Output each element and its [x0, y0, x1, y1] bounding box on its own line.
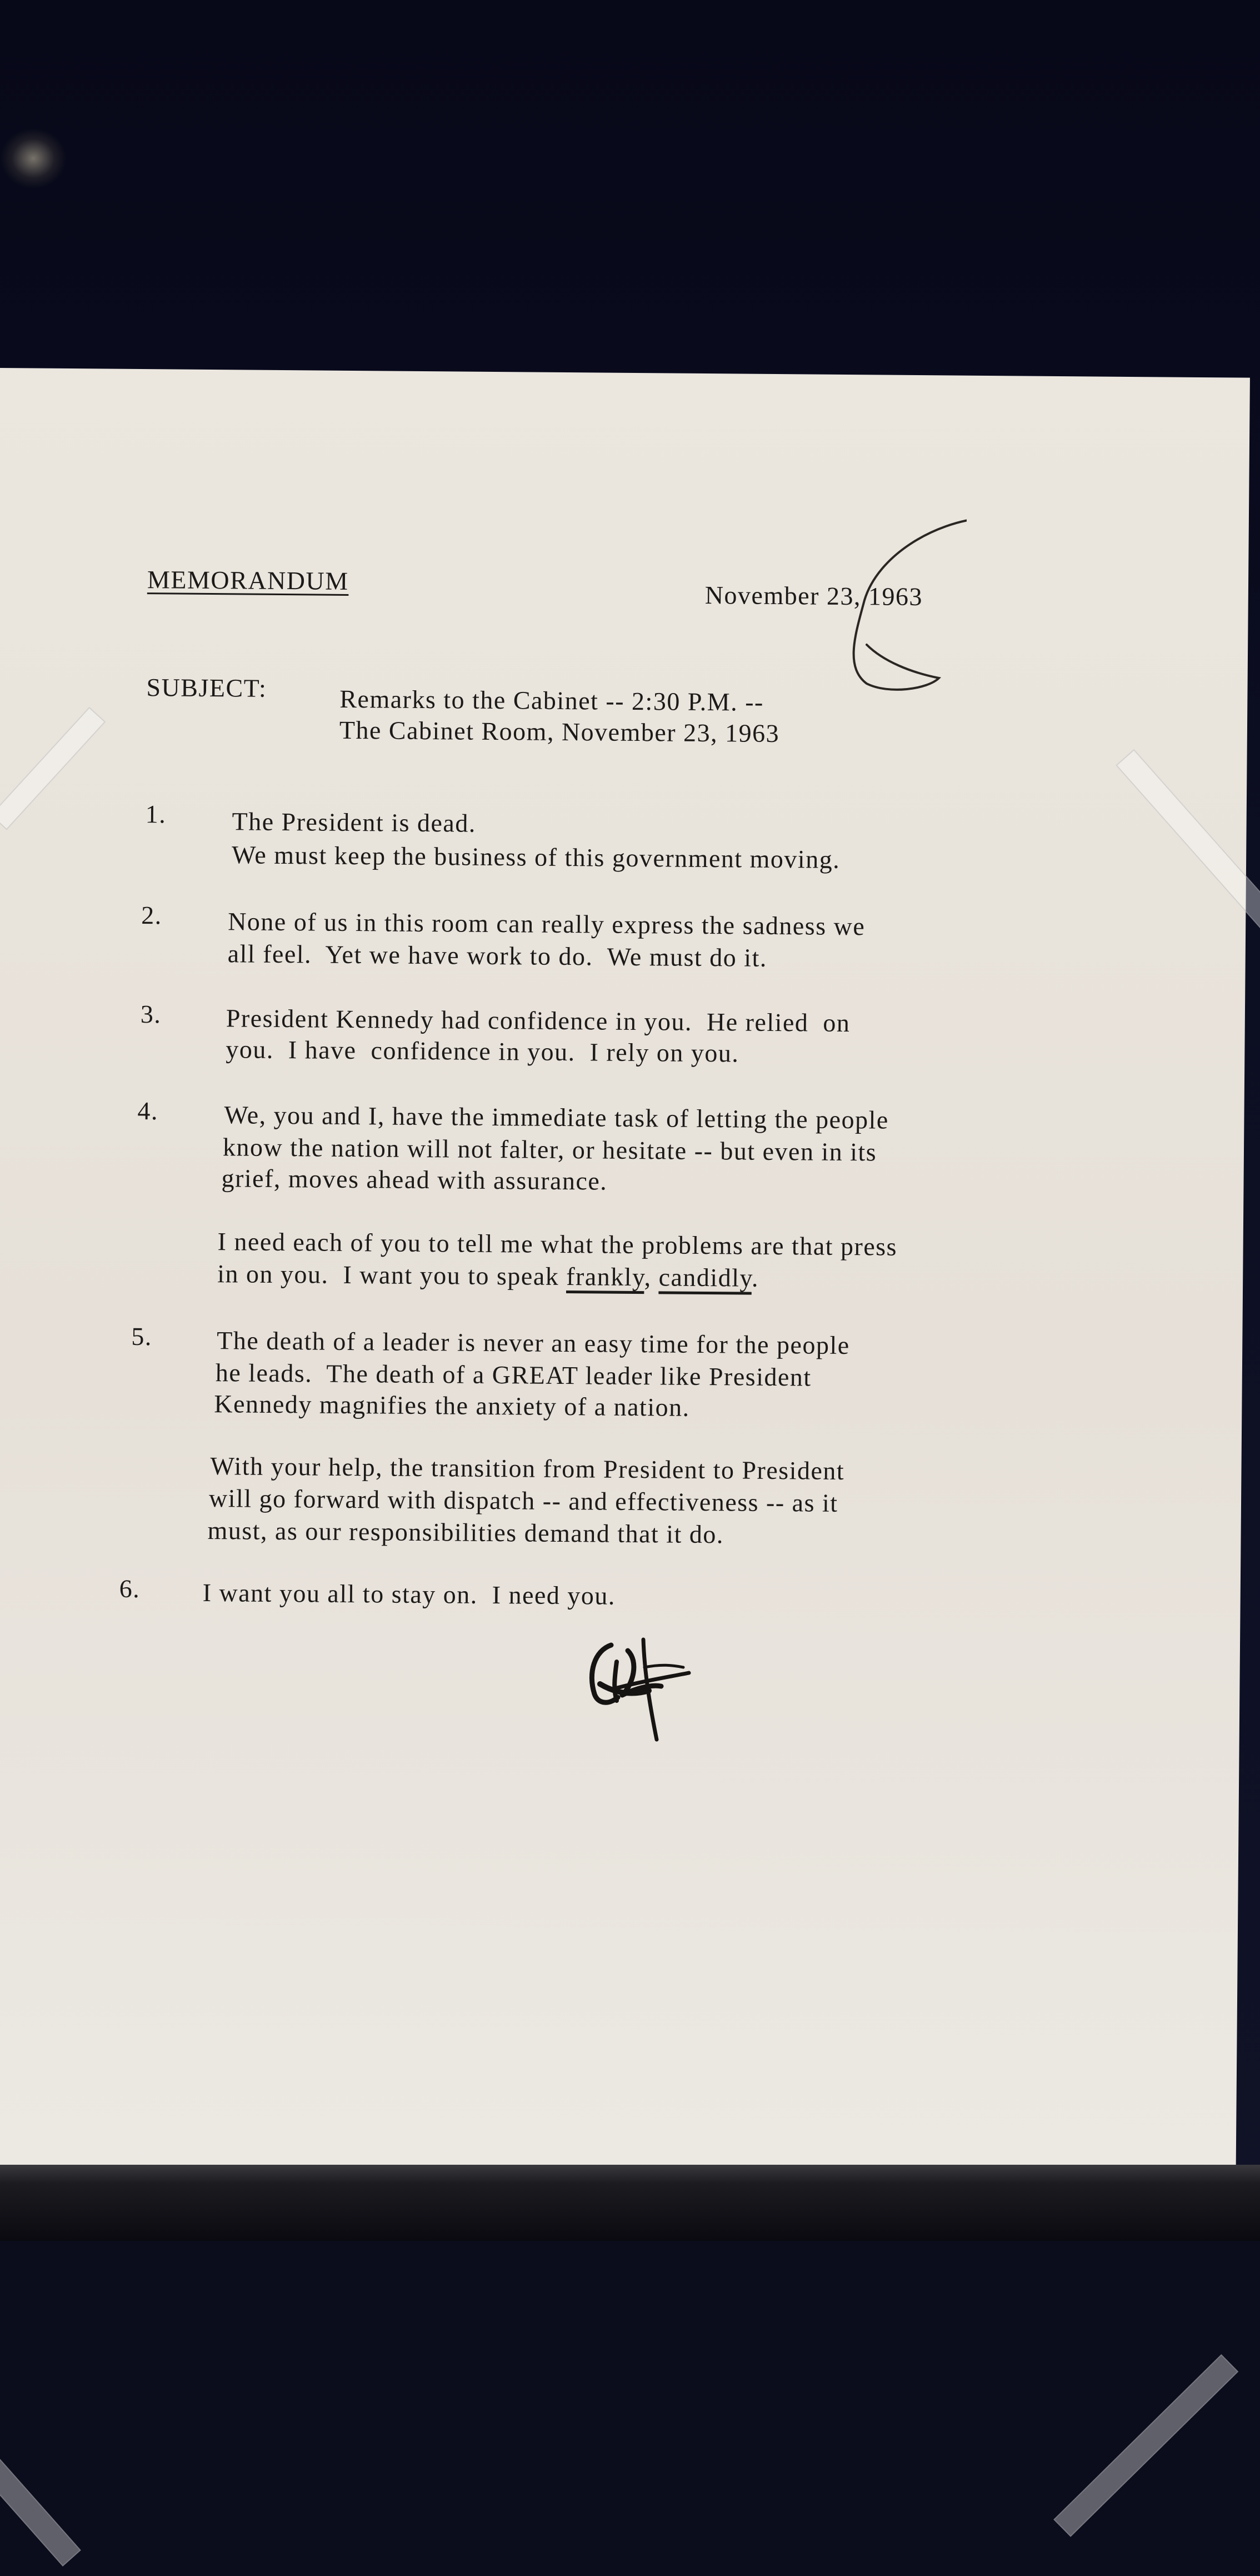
item-4-line-2: know the nation will not falter, or hesitate -- but even in its — [222, 1133, 877, 1167]
item-number-1: 1. — [145, 800, 167, 829]
initials-signature — [578, 1628, 711, 1745]
item-6-line-1: I want you all to stay on. I need you. — [202, 1578, 616, 1610]
subject-label: SUBJECT: — [146, 673, 267, 702]
frame-bottom-edge — [0, 2165, 1260, 2241]
memo-paper — [0, 368, 1250, 2190]
subject-line-1: Remarks to the Cabinet -- 2:30 P.M. -- — [339, 684, 764, 716]
item-number-4: 4. — [137, 1096, 159, 1125]
item-4b-end-period: . — [751, 1263, 759, 1292]
photo-corner-bottom-left — [0, 2440, 81, 2567]
underlined-frankly: frankly — [566, 1262, 644, 1292]
item-1-line-1: The President is dead. — [232, 807, 477, 838]
item-5-line-1: The death of a leader is never an easy time for the people — [217, 1326, 850, 1360]
item-3-line-2: you. I have confidence in you. I rely on you. — [226, 1035, 739, 1068]
item-5b-line-1: With your help, the transition from President to President — [210, 1452, 845, 1485]
item-number-6: 6. — [119, 1574, 141, 1603]
item-2-line-2: all feel. Yet we have work to do. We must do it. — [227, 939, 768, 972]
handwritten-loop-mark — [844, 511, 967, 711]
item-3-line-1: President Kennedy had confidence in you. He relied on — [226, 1004, 851, 1038]
item-2-line-1: None of us in this room can really express the sadness we — [227, 907, 866, 941]
memo-date: November 23, 1963 — [704, 580, 923, 611]
photo-corner-top-left — [0, 707, 106, 830]
item-4b-line-1: I need each of you to tell me what the problems are that press — [217, 1227, 898, 1261]
item-number-3: 3. — [140, 1000, 162, 1029]
photo-corner-bottom-right — [1053, 2354, 1238, 2537]
item-number-5: 5. — [131, 1322, 153, 1351]
item-number-2: 2. — [141, 901, 162, 930]
item-4b-line-2 — [217, 1261, 759, 1291]
photo-corner-top-right — [1116, 749, 1260, 941]
subject-line-2: The Cabinet Room, November 23, 1963 — [339, 715, 780, 748]
item-1-line-2: We must keep the business of this government moving. — [231, 840, 841, 874]
comma-separator: , — [644, 1263, 659, 1292]
item-5-line-2: he leads. The death of a GREAT leader like President — [215, 1358, 812, 1392]
item-5-line-3: Kennedy magnifies the anxiety of a nation. — [214, 1389, 690, 1422]
item-4-line-3: grief, moves ahead with assurance. — [221, 1164, 608, 1195]
light-glare — [0, 128, 67, 189]
item-5b-line-3: must, as our responsibilities demand that it do. — [207, 1516, 724, 1549]
item-5b-line-2: will go forward with dispatch -- and effectiveness -- as it — [208, 1484, 838, 1517]
underlined-candidly: candidly — [658, 1263, 752, 1292]
item-4b-line-2-text: in on you. I want you to speak — [217, 1259, 567, 1291]
item-4-line-1: We, you and I, have the immediate task of letting the people — [224, 1100, 889, 1134]
memo-heading: MEMORANDUM — [147, 565, 349, 595]
